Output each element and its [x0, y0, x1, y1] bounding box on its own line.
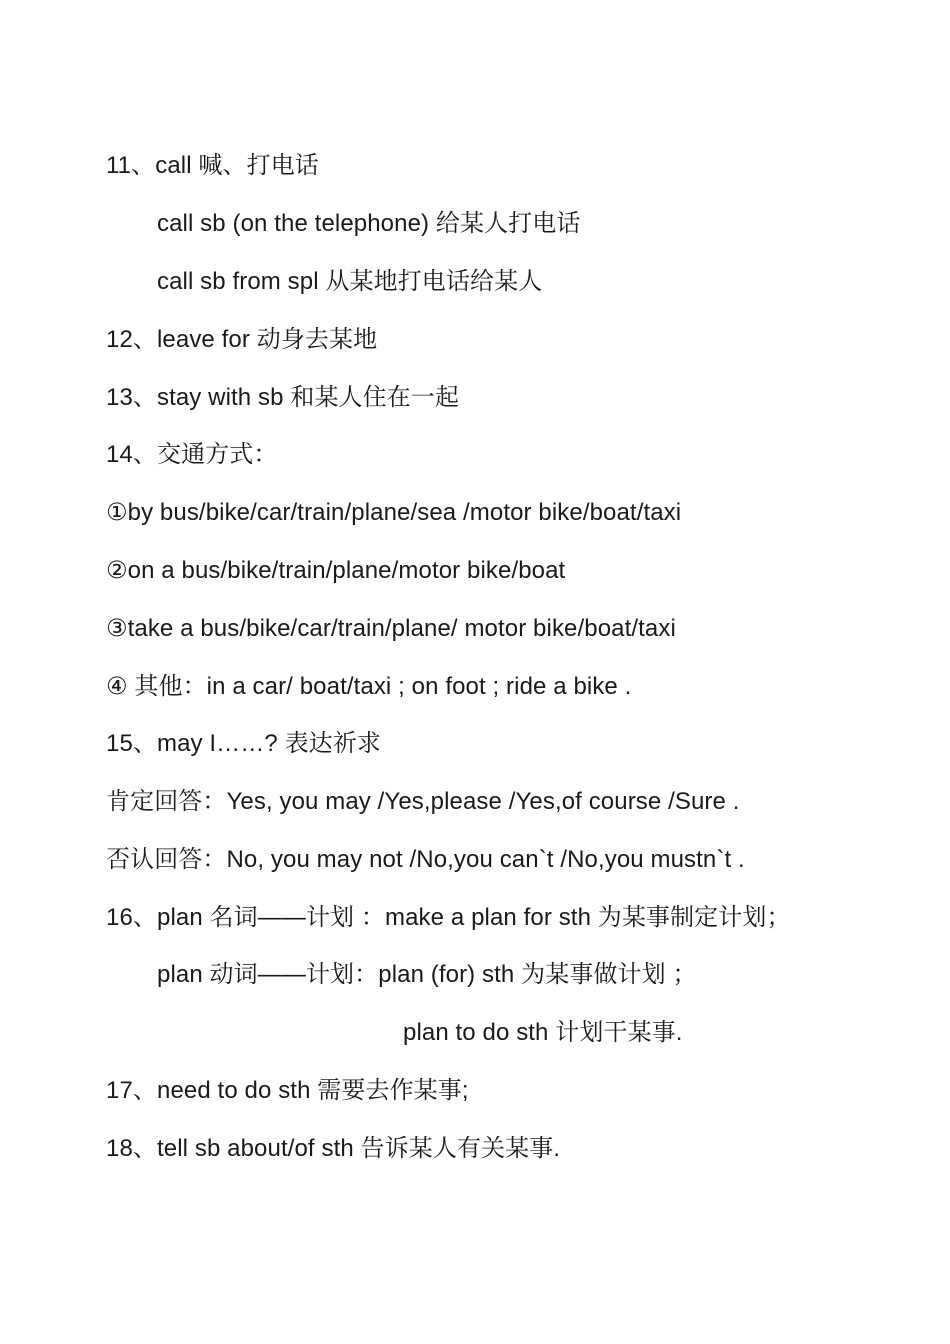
transport-other: ④ 其他：in a car/ boat/taxi ; on foot ; ride a bike . [106, 673, 632, 700]
item-11-call: 11、call 喊、打电话 [106, 152, 319, 179]
item-14-transport-heading: 14、交通方式： [106, 441, 278, 468]
transport-take: ③take a bus/bike/car/train/plane/ motor bike/boat/taxi [106, 615, 676, 642]
plan-verb: plan 动词——计划：plan (for) sth 为某事做计划 ； [157, 961, 697, 988]
negative-answer: 否认回答：No, you may not /No,you can`t /No,you mustn`t . [106, 846, 745, 873]
transport-by: ①by bus/bike/car/train/plane/sea /motor bike/boat/taxi [106, 499, 682, 526]
item-16-plan-noun: 16、plan 名词——计划 ：make a plan for sth 为某事制定计划； [106, 904, 791, 931]
item-13-stay-with: 13、stay with sb 和某人住在一起 [106, 384, 460, 411]
item-15-may-i: 15、may I……? 表达祈求 [106, 730, 381, 757]
plan-to-do: plan to do sth 计划干某事. [403, 1019, 683, 1046]
item-11-call-from-place: call sb from spl 从某地打电话给某人 [157, 268, 543, 295]
item-18-tell-sb: 18、tell sb about/of sth 告诉某人有关某事. [106, 1135, 561, 1162]
transport-on: ②on a bus/bike/train/plane/motor bike/boat [106, 557, 566, 584]
item-17-need-to-do: 17、need to do sth 需要去作某事; [106, 1077, 469, 1104]
affirmative-answer: 肯定回答：Yes, you may /Yes,please /Yes,of course /Sure . [106, 788, 740, 815]
item-12-leave-for: 12、leave for 动身去某地 [106, 326, 378, 353]
item-11-call-phone: call sb (on the telephone) 给某人打电话 [157, 210, 581, 237]
